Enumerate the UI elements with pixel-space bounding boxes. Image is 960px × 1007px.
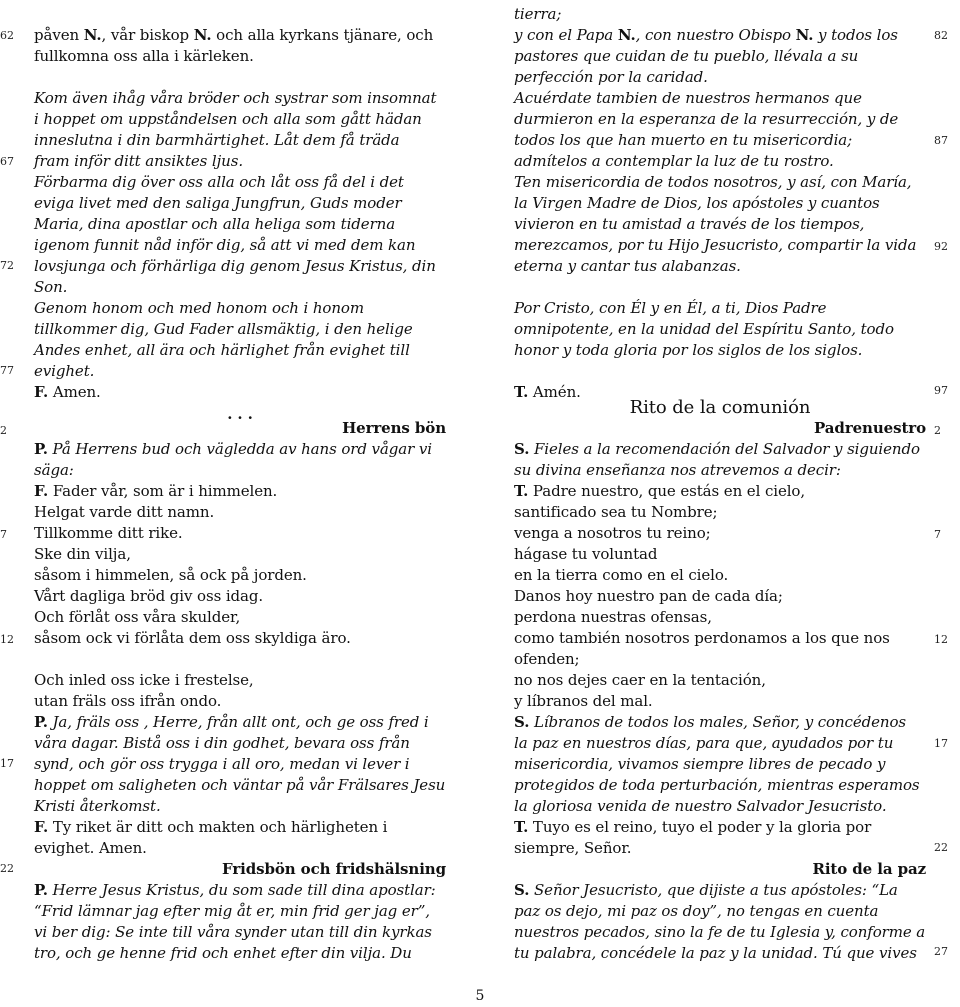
rubric-marker: N. bbox=[83, 26, 102, 44]
right_column-text-line bbox=[514, 319, 926, 340]
text-span: “Frid lämnar jag efter mig åt er, min frid ger jag er”, bbox=[34, 902, 430, 920]
right_column-text-line bbox=[514, 628, 926, 649]
right_column-text-line bbox=[514, 25, 926, 46]
text-span: Kristi återkomst. bbox=[34, 797, 161, 815]
text-span: Señor Jesucristo, que dijiste a tus apóstoles: “La bbox=[529, 881, 898, 899]
text-span: Ty riket är ditt och makten och härligheten i bbox=[48, 818, 388, 836]
left_column-text-line bbox=[34, 256, 446, 277]
text-span: och alla kyrkans tjänare, och bbox=[211, 26, 434, 44]
right_column-text-line bbox=[514, 880, 926, 901]
text-span: pastores que cuidan de tu pueblo, llévala a su bbox=[514, 47, 859, 65]
rubric-marker: F. bbox=[34, 482, 49, 500]
text-span: tillkommer dig, Gud Fader allsmäktig, i den helige bbox=[34, 320, 413, 338]
line-number: 2 bbox=[0, 424, 7, 437]
right_column-text-line bbox=[514, 88, 926, 109]
text-span: no nos dejes caer en la tentación, bbox=[514, 671, 766, 689]
left_column-text-line bbox=[34, 922, 446, 943]
left_column-text-line bbox=[34, 859, 446, 880]
text-span: protegidos de toda perturbación, mientras esperamos bbox=[514, 776, 920, 794]
right_column-text-line bbox=[514, 733, 926, 754]
right_column-text-line bbox=[514, 943, 926, 964]
left_column-text-line bbox=[34, 460, 446, 481]
line-number: 22 bbox=[0, 862, 14, 875]
line-number: 17 bbox=[934, 737, 948, 750]
line-number: 17 bbox=[0, 757, 14, 770]
right_column-text-line bbox=[514, 691, 926, 712]
rubric-marker: F. bbox=[34, 383, 49, 401]
line-number: 82 bbox=[934, 29, 948, 42]
left_column-text-line bbox=[34, 670, 446, 691]
left_column-text-line bbox=[34, 25, 446, 46]
left_column-text-line bbox=[34, 502, 446, 523]
right_column-text-line bbox=[514, 817, 926, 838]
right_column-text-line bbox=[514, 439, 926, 460]
right_column-text-line bbox=[514, 796, 926, 817]
left_column-text-line bbox=[34, 361, 446, 382]
text-span: Danos hoy nuestro pan de cada día; bbox=[514, 587, 783, 605]
left_column-text-line bbox=[34, 838, 446, 859]
text-span: Tuyo es el reino, tuyo el poder y la gloria por bbox=[528, 818, 872, 836]
text-span: Amén. bbox=[528, 383, 581, 401]
line-number: 62 bbox=[0, 29, 14, 42]
rubric-marker: S. bbox=[514, 881, 530, 899]
right_column-text-line bbox=[514, 67, 926, 88]
text-span: tierra; bbox=[514, 5, 562, 23]
left_column-text-line bbox=[34, 277, 446, 298]
text-span: synd, och gör oss trygga i all oro, medan vi lever i bbox=[34, 755, 410, 773]
text-span: Genom honom och med honom och i honom bbox=[34, 299, 364, 317]
rubric-marker: P. bbox=[34, 440, 48, 458]
text-span: su divina enseñanza nos atrevemos a decir: bbox=[514, 461, 841, 479]
text-span: venga a nosotros tu reino; bbox=[514, 524, 711, 542]
left_column-text-line bbox=[34, 46, 446, 67]
text-span: Acuérdate tambien de nuestros hermanos que bbox=[514, 89, 862, 107]
right_column-text-line bbox=[514, 418, 926, 439]
text-span: inneslutna i din barmhärtighet. Låt dem få träda bbox=[34, 131, 400, 149]
rubric-marker: Padrenuestro bbox=[814, 419, 926, 437]
text-span: honor y toda gloria por los siglos de los siglos. bbox=[514, 341, 863, 359]
left_column-text-line bbox=[34, 628, 446, 649]
text-span: Líbranos de todos los males, Señor, y concédenos bbox=[529, 713, 906, 731]
text-span: nuestros pecados, sino la fe de tu Iglesia y, conforme a bbox=[514, 923, 926, 941]
left_column-text-line bbox=[34, 733, 446, 754]
text-span: Ja, fräls oss , Herre, från allt ont, och ge oss fred i bbox=[47, 713, 429, 731]
text-span: Maria, dina apostlar och alla heliga som tiderna bbox=[34, 215, 396, 233]
left_column-text-line bbox=[34, 523, 446, 544]
right_column-text-line bbox=[514, 109, 926, 130]
right_column-text-line bbox=[514, 235, 926, 256]
rubric-marker: F. bbox=[34, 818, 49, 836]
right_column-text-line bbox=[514, 340, 926, 361]
left_column-text-line bbox=[34, 712, 446, 733]
text-span: fram inför ditt ansiktes ljus. bbox=[34, 152, 243, 170]
rubric-marker: P. bbox=[34, 713, 48, 731]
text-span: la paz en nuestros días, para que, ayudados por tu bbox=[514, 734, 894, 752]
line-number: 67 bbox=[0, 155, 14, 168]
left_column-text-line bbox=[34, 214, 446, 235]
rubric-marker: S. bbox=[514, 713, 530, 731]
left_column-text-line bbox=[34, 607, 446, 628]
left_column-text-line bbox=[34, 817, 446, 838]
text-span: Vårt dagliga bröd giv oss idag. bbox=[34, 587, 264, 605]
text-span: perfección por la caridad. bbox=[514, 68, 708, 86]
text-span: Andes enhet, all ära och härlighet från evighet till bbox=[34, 341, 410, 359]
left_column-text-line bbox=[34, 565, 446, 586]
left_column-text-line bbox=[34, 298, 446, 319]
left_column-text-line bbox=[34, 319, 446, 340]
line-number: 72 bbox=[0, 259, 14, 272]
right_column-text-line bbox=[514, 523, 926, 544]
text-span: fullkomna oss alla i kärleken. bbox=[34, 47, 254, 65]
left_column-text-line bbox=[34, 691, 446, 712]
rubric-marker: S. bbox=[514, 440, 530, 458]
left_column-text-line bbox=[34, 382, 446, 403]
text-span: y líbranos del mal. bbox=[514, 692, 653, 710]
text-span: vivieron en tu amistad a través de los tiempos, bbox=[514, 215, 865, 233]
text-span: y con el Papa bbox=[514, 26, 618, 44]
left_column-text-line bbox=[34, 88, 446, 109]
text-span: Herre Jesus Kristus, du som sade till dina apostlar: bbox=[47, 881, 436, 899]
right_column-text-line bbox=[514, 46, 926, 67]
text-span: Förbarma dig över oss alla och låt oss få del i det bbox=[34, 173, 404, 191]
rubric-marker: N. bbox=[193, 26, 212, 44]
text-span: utan fräls oss ifrån ondo. bbox=[34, 692, 222, 710]
right_column-text-line bbox=[514, 565, 926, 586]
text-span: Fieles a la recomendación del Salvador y siguiendo bbox=[529, 440, 920, 458]
line-number: 22 bbox=[934, 841, 948, 854]
rubric-marker: N. bbox=[617, 26, 636, 44]
text-span: Ten misericordia de todos nosotros, y así, con María, bbox=[514, 173, 912, 191]
left_column-text-line bbox=[34, 172, 446, 193]
text-span: merezcamos, por tu Hijo Jesucristo, compartir la vida bbox=[514, 236, 917, 254]
line-number: 7 bbox=[934, 528, 941, 541]
left_column-text-line bbox=[34, 544, 446, 565]
text-span: såsom i himmelen, så ock på jorden. bbox=[34, 566, 307, 584]
left_column-text-line bbox=[34, 481, 446, 502]
page-number: 5 bbox=[475, 988, 485, 1004]
right_column-text-line bbox=[514, 172, 926, 193]
text-span: como también nosotros perdonamos a los que nos bbox=[514, 629, 890, 647]
text-span: Och inled oss icke i frestelse, bbox=[34, 671, 254, 689]
text-span: vi ber dig: Se inte till våra synder utan till din kyrkas bbox=[34, 923, 432, 941]
text-span: paz os dejo, mi paz os doy”, no tengas en cuenta bbox=[514, 902, 879, 920]
left_column-text-line bbox=[34, 439, 446, 460]
text-span: hágase tu voluntad bbox=[514, 545, 658, 563]
text-span: santificado sea tu Nombre; bbox=[514, 503, 718, 521]
text-span: Helgat varde ditt namn. bbox=[34, 503, 215, 521]
text-span: Rito de la comunión bbox=[629, 397, 811, 418]
left_column-text-line bbox=[34, 418, 446, 439]
text-span: todos los que han muerto en tu misericordia; bbox=[514, 131, 853, 149]
right_column-text-line bbox=[514, 586, 926, 607]
text-span: la Virgen Madre de Dios, los apóstoles y cuantos bbox=[514, 194, 880, 212]
text-span: Tillkomme ditt rike. bbox=[34, 524, 183, 542]
right_column-text-line bbox=[514, 256, 926, 277]
right_column-text-line bbox=[514, 151, 926, 172]
text-span: tu palabra, concédele la paz y la unidad. Tú que vives bbox=[514, 944, 917, 962]
text-span: hoppet om saligheten och väntar på vår Frälsares Jesu bbox=[34, 776, 446, 794]
left_column-text-line bbox=[34, 901, 446, 922]
right_column-text-line bbox=[514, 922, 926, 943]
text-span: evighet. Amen. bbox=[34, 839, 147, 857]
text-span: Kom även ihåg våra bröder och systrar som insomnat bbox=[34, 89, 437, 107]
right_column-text-line bbox=[514, 397, 926, 418]
text-span: tro, och ge henne frid och enhet efter din vilja. Du bbox=[34, 944, 412, 962]
text-span: , con nuestro Obispo bbox=[635, 26, 796, 44]
right_column-text-line bbox=[514, 754, 926, 775]
left_column-text-line bbox=[34, 880, 446, 901]
right_column-text-line bbox=[514, 214, 926, 235]
text-span: eterna y cantar tus alabanzas. bbox=[514, 257, 741, 275]
right_column-text-line bbox=[514, 649, 926, 670]
left_column-text-line bbox=[34, 151, 446, 172]
text-span: våra dagar. Bistå oss i din godhet, bevara oss från bbox=[34, 734, 410, 752]
right_column-text-line bbox=[514, 298, 926, 319]
text-span: Fader vår, som är i himmelen. bbox=[48, 482, 278, 500]
text-span: lovsjunga och förhärliga dig genom Jesus Kristus, din bbox=[34, 257, 436, 275]
line-number: 2 bbox=[934, 424, 941, 437]
line-number: 12 bbox=[0, 633, 14, 646]
text-span: Son. bbox=[34, 278, 68, 296]
right_column-text-line bbox=[514, 859, 926, 880]
line-number: 87 bbox=[934, 134, 948, 147]
left_column-text-line bbox=[34, 754, 446, 775]
text-span: Por Cristo, con Él y en Él, a ti, Dios Padre bbox=[514, 299, 827, 317]
left_column-text-line bbox=[34, 796, 446, 817]
left_column-text-line bbox=[34, 193, 446, 214]
rubric-marker: Herrens bön bbox=[342, 419, 446, 437]
text-span: Padre nuestro, que estás en el cielo, bbox=[528, 482, 806, 500]
left_column-text-line bbox=[34, 775, 446, 796]
text-span: i hoppet om uppståndelsen och alla som gått hädan bbox=[34, 110, 422, 128]
left_column-text-line bbox=[34, 586, 446, 607]
rubric-marker: T. bbox=[514, 482, 529, 500]
rubric-marker: T. bbox=[514, 383, 529, 401]
text-span: la gloriosa venida de nuestro Salvador Jesucristo. bbox=[514, 797, 887, 815]
rubric-marker: N. bbox=[795, 26, 814, 44]
text-span: admítelos a contemplar la luz de tu rostro. bbox=[514, 152, 834, 170]
text-span: Ske din vilja, bbox=[34, 545, 131, 563]
text-span: igenom funnit nåd inför dig, så att vi med dem kan bbox=[34, 236, 416, 254]
rubric-marker: T. bbox=[514, 818, 529, 836]
right_column-text-line bbox=[514, 460, 926, 481]
text-span: säga: bbox=[34, 461, 74, 479]
right_column-text-line bbox=[514, 901, 926, 922]
text-span: y todos los bbox=[813, 26, 898, 44]
text-span: evighet. bbox=[34, 362, 95, 380]
line-number: 7 bbox=[0, 528, 7, 541]
line-number: 27 bbox=[934, 945, 948, 958]
right_column-text-line bbox=[514, 670, 926, 691]
text-span: Amen. bbox=[48, 383, 101, 401]
text-span: ofenden; bbox=[514, 650, 580, 668]
right_column-text-line bbox=[514, 193, 926, 214]
text-span: misericordia, vivamos siempre libres de pecado y bbox=[514, 755, 886, 773]
line-number: 12 bbox=[934, 633, 948, 646]
right_column-text-line bbox=[514, 712, 926, 733]
text-span: såsom ock vi förlåta dem oss skyldiga äro. bbox=[34, 629, 351, 647]
left_column-text-line bbox=[34, 235, 446, 256]
left_column-text-line bbox=[34, 130, 446, 151]
right_column-text-line bbox=[514, 4, 926, 25]
left_column-text-line bbox=[34, 943, 446, 964]
right_column-text-line bbox=[514, 775, 926, 796]
text-span: påven bbox=[34, 26, 84, 44]
rubric-marker: Fridsbön och fridshälsning bbox=[222, 860, 446, 878]
right_column-text-line bbox=[514, 607, 926, 628]
line-number: 92 bbox=[934, 240, 948, 253]
text-span: Och förlåt oss våra skulder, bbox=[34, 608, 241, 626]
text-span: siempre, Señor. bbox=[514, 839, 632, 857]
line-number: 77 bbox=[0, 364, 14, 377]
text-span: omnipotente, en la unidad del Espíritu Santo, todo bbox=[514, 320, 894, 338]
left_column-text-line bbox=[34, 109, 446, 130]
right_column-text-line bbox=[514, 838, 926, 859]
text-span: en la tierra como en el cielo. bbox=[514, 566, 729, 584]
rubric-marker: . . . bbox=[227, 405, 253, 423]
text-span: , vår biskop bbox=[101, 26, 194, 44]
right_column-text-line bbox=[514, 130, 926, 151]
left_column-text-line bbox=[34, 340, 446, 361]
right_column-text-line bbox=[514, 481, 926, 502]
rubric-marker: P. bbox=[34, 881, 48, 899]
text-span: eviga livet med den saliga Jungfrun, Guds moder bbox=[34, 194, 402, 212]
line-number: 97 bbox=[934, 384, 948, 397]
text-span: perdona nuestras ofensas, bbox=[514, 608, 712, 626]
text-span: durmieron en la esperanza de la resurrección, y de bbox=[514, 110, 899, 128]
right_column-text-line bbox=[514, 544, 926, 565]
rubric-marker: Rito de la paz bbox=[812, 860, 926, 878]
text-span: På Herrens bud och vägledda av hans ord vågar vi bbox=[47, 440, 432, 458]
right_column-text-line bbox=[514, 502, 926, 523]
